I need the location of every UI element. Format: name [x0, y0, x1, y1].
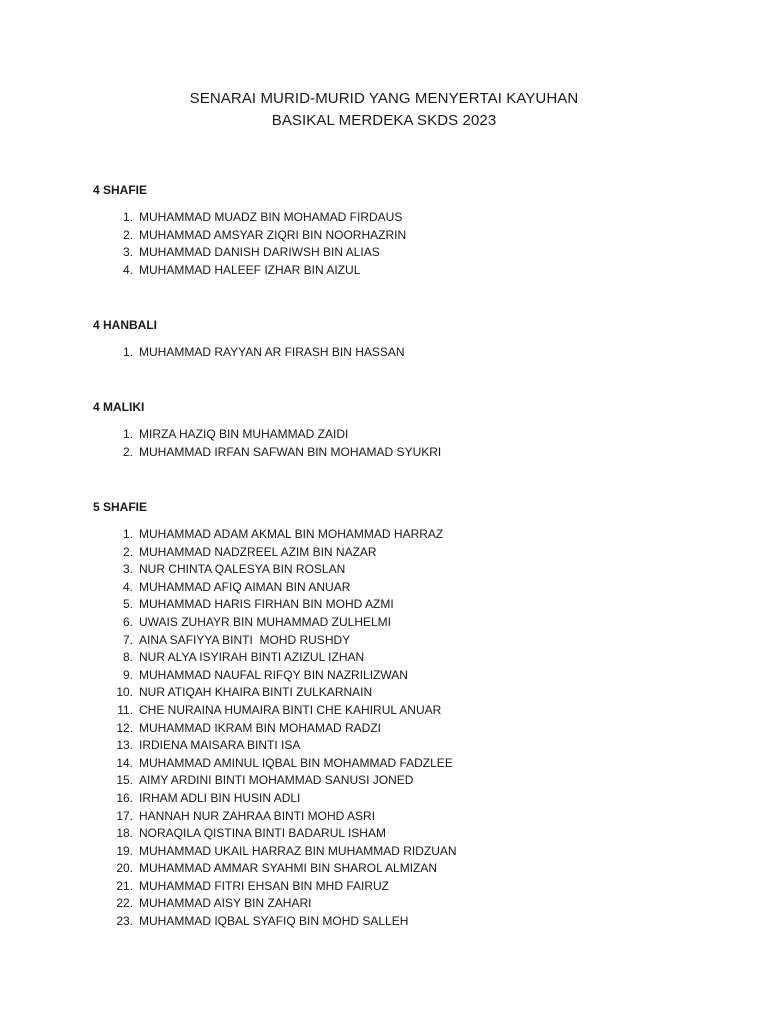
list-item [93, 720, 733, 738]
list-item [93, 737, 733, 755]
list-item [93, 684, 733, 702]
item-number: 6. [122, 614, 133, 629]
item-number: 20. [116, 861, 133, 876]
student-name: NUR ATIQAH KHAIRA BINTI ZULKARNAIN [139, 685, 373, 700]
student-name: MUHAMMAD HALEEF IZHAR BIN AIZUL [139, 262, 361, 277]
student-name: MUHAMMAD IQBAL SYAFIQ BIN MOHD SALLEH [139, 914, 409, 929]
section-heading: 4 SHAFIE [93, 183, 148, 197]
student-name: NORAQILA QISTINA BINTI BADARUL ISHAM [139, 826, 386, 841]
list-item [93, 860, 733, 878]
section-heading: 5 SHAFIE [93, 500, 148, 514]
list-item [93, 614, 733, 632]
item-number: 2. [122, 227, 133, 242]
list-item [93, 667, 733, 685]
student-list [93, 426, 733, 461]
item-number: 16. [116, 790, 133, 805]
item-number: 1. [122, 210, 133, 224]
item-number: 11. [117, 702, 133, 717]
list-item [93, 632, 733, 650]
list-item [93, 895, 733, 913]
item-number: 1. [122, 345, 133, 359]
list-item [93, 825, 733, 843]
item-number: 18. [116, 826, 133, 841]
list-item [93, 544, 733, 562]
list-item [93, 772, 733, 790]
list-item [93, 596, 733, 614]
item-number: 3. [122, 245, 133, 260]
student-list [93, 526, 733, 931]
student-name: CHE NURAINA HUMAIRA BINTI CHE KAHIRUL ANUAR [139, 702, 442, 717]
student-name: IRHAM ADLI BIN HUSIN ADLI [139, 790, 301, 805]
section-5-shafie [93, 499, 733, 931]
student-name: MUHAMMAD NAUFAL RIFQY BIN NAZRILIZWAN [139, 667, 408, 682]
student-name: MUHAMMAD RAYYAN AR FIRASH BIN HASSAN [139, 345, 405, 359]
item-number: 2. [122, 544, 133, 559]
list-item [93, 702, 733, 720]
student-name: MUHAMMAD IRFAN SAFWAN BIN MOHAMAD SYUKRI [139, 444, 442, 459]
section-heading: 4 MALIKI [93, 400, 145, 414]
list-item [93, 808, 733, 826]
student-name: UWAIS ZUHAYR BIN MUHAMMAD ZULHELMI [139, 614, 392, 629]
student-name: NUR ALYA ISYIRAH BINTI AZIZUL IZHAN [139, 650, 365, 665]
student-name: AINA SAFIYYA BINTI MOHD RUSHDY [139, 632, 351, 647]
item-number: 19. [116, 843, 133, 858]
document-title [0, 88, 768, 132]
list-item [93, 755, 733, 773]
student-name: MUHAMMAD AFIQ AIMAN BIN ANUAR [139, 579, 351, 594]
item-number: 4. [122, 579, 133, 594]
item-number: 21. [116, 878, 133, 893]
item-number: 1. [122, 527, 133, 541]
item-number: 8. [122, 650, 133, 665]
student-name: MUHAMMAD AMINUL IQBAL BIN MOHAMMAD FADZLEE [139, 755, 453, 770]
item-number: 7. [122, 632, 133, 647]
student-name: MUHAMMAD DANISH DARIWSH BIN ALIAS [139, 245, 380, 260]
list-item [93, 262, 733, 280]
item-number: 4. [122, 262, 133, 277]
student-name: MUHAMMAD MUADZ BIN MOHAMAD FIRDAUS [139, 210, 403, 224]
list-item [93, 426, 733, 444]
student-name: AIMY ARDINI BINTI MOHAMMAD SANUSI JONED [139, 773, 414, 788]
item-number: 12. [116, 720, 133, 735]
item-number: 2. [122, 444, 133, 459]
title-line-1: SENARAI MURID-MURID YANG MENYERTAI KAYUHAN [189, 90, 579, 107]
student-name: MUHAMMAD AISY BIN ZAHARI [139, 896, 312, 911]
student-name: MUHAMMAD IKRAM BIN MOHAMAD RADZI [139, 720, 382, 735]
item-number: 10. [116, 685, 133, 700]
student-name: MUHAMMAD AMMAR SYAHMI BIN SHAROL ALMIZAN [139, 861, 438, 876]
section-4-shafie [93, 182, 733, 279]
list-item [93, 843, 733, 861]
section-heading: 4 HANBALI [93, 318, 158, 332]
item-number: 23. [116, 914, 133, 929]
list-item [93, 913, 733, 931]
list-item [93, 790, 733, 808]
list-item [93, 878, 733, 896]
list-item [93, 209, 733, 227]
item-number: 22. [116, 896, 133, 911]
item-number: 9. [122, 667, 133, 682]
item-number: 13. [116, 738, 133, 753]
section-4-maliki [93, 399, 733, 461]
student-name: IRDIENA MAISARA BINTI ISA [139, 738, 301, 753]
list-item [93, 227, 733, 245]
list-item [93, 444, 733, 462]
list-item [93, 561, 733, 579]
item-number: 14. [116, 755, 133, 770]
item-number: 17. [116, 808, 133, 823]
student-name: MUHAMMAD AMSYAR ZIQRI BIN NOORHAZRIN [139, 227, 407, 242]
title-line-2: BASIKAL MERDEKA SKDS 2023 [271, 112, 497, 129]
list-item [93, 579, 733, 597]
item-number: 5. [122, 597, 133, 612]
item-number: 3. [122, 562, 133, 577]
student-name: MUHAMMAD ADAM AKMAL BIN MOHAMMAD HARRAZ [139, 527, 444, 541]
item-number: 1. [122, 427, 133, 441]
student-name: MIRZA HAZIQ BIN MUHAMMAD ZAIDI [139, 427, 349, 441]
student-name: HANNAH NUR ZAHRAA BINTI MOHD ASRI [139, 808, 376, 823]
section-4-hanbali [93, 317, 733, 362]
student-list [93, 344, 733, 362]
list-item [93, 244, 733, 262]
list-item [93, 344, 733, 362]
student-name: MUHAMMAD NADZREEL AZIM BIN NAZAR [139, 544, 377, 559]
list-item [93, 526, 733, 544]
student-name: MUHAMMAD HARIS FIRHAN BIN MOHD AZMI [139, 597, 394, 612]
student-name: NUR CHINTA QALESYA BIN ROSLAN [139, 562, 346, 577]
item-number: 15. [116, 773, 133, 788]
list-item [93, 649, 733, 667]
student-list [93, 209, 733, 279]
student-name: MUHAMMAD UKAIL HARRAZ BIN MUHAMMAD RIDZUAN [139, 843, 457, 858]
student-name: MUHAMMAD FITRI EHSAN BIN MHD FAIRUZ [139, 878, 390, 893]
